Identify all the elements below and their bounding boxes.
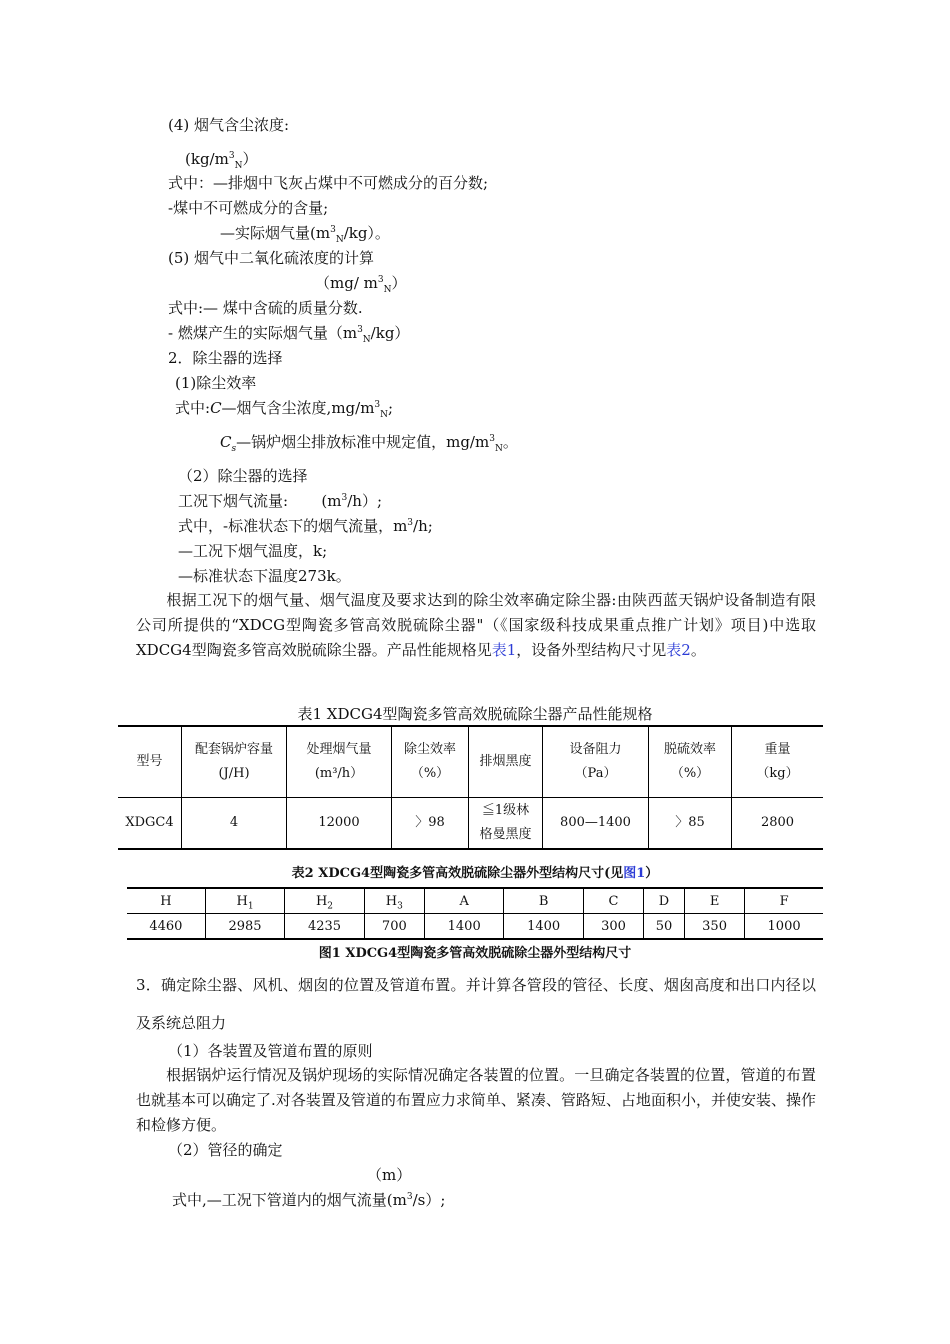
text-part: ; (388, 399, 394, 417)
table-cell: ≦1级林 格曼黑度 (469, 798, 543, 850)
text-line: 式中:— 煤中含硫的质量分数. (168, 299, 363, 317)
table-row (127, 914, 823, 940)
table-cell: 4235 (285, 914, 364, 940)
subscript: N (234, 161, 243, 171)
table-header-cell: 型号 (118, 726, 182, 798)
paragraph-text: 根据工况下的烟气量、烟气温度及要求达到的除尘效率确定除尘器:由陕西蓝天锅炉设备制造有限公司所提供的“XDCG型陶瓷多管高效脱硫除尘器"（《国家级科技成果重点推广计划》项目)中选取XDCG4型陶瓷多管高效脱硫除尘器。产品性能规格见 (136, 591, 816, 659)
superscript: 3 (228, 151, 235, 161)
table-1-link[interactable]: 表1 (491, 641, 517, 659)
text-part: 。 (502, 433, 518, 451)
subscript: N (494, 444, 503, 454)
table-header-cell: A (424, 888, 503, 914)
text-part: —锅炉烟尘排放标准中规定值，mg/m (236, 433, 490, 451)
table-header-cell: E (684, 888, 744, 914)
unit-line: （m） (367, 1166, 412, 1184)
text-line: (5) 烟气中二氧化硫浓度的计算 (168, 249, 375, 267)
text-part: /kg） (370, 324, 410, 342)
section-heading: （2）管径的确定 (168, 1141, 283, 1159)
table-cell: 12000 (287, 798, 392, 850)
superscript: 3 (407, 518, 414, 528)
table-cell: 800—1400 (543, 798, 649, 850)
table-cell: 1400 (504, 914, 583, 940)
unit-text: ） (242, 150, 258, 168)
text-part: 工况下烟气流量: (m (178, 492, 342, 510)
table-header-cell: D (644, 888, 685, 914)
table-cell: 1400 (424, 914, 503, 940)
text-part: 式中,—工况下管道内的烟气流量(m (172, 1191, 407, 1209)
text-line: —标准状态下温度273k。 (178, 567, 351, 585)
table-header-cell: 配套锅炉容量 (J/H) (182, 726, 287, 798)
unit-line (185, 149, 257, 169)
text-line: —工况下烟气温度，k; (178, 542, 328, 560)
table-cell: 1000 (745, 914, 823, 940)
table-cell: 4 (182, 798, 287, 850)
section-heading: （1）各装置及管道布置的原则 (168, 1042, 373, 1060)
text-line (178, 516, 433, 536)
table-header-cell: 除尘效率 （%） (392, 726, 469, 798)
text-part: 式中: (175, 399, 211, 417)
subscript: N (335, 235, 344, 245)
subscript: N (380, 410, 389, 420)
table-cell: 4460 (127, 914, 205, 940)
text-line (172, 1190, 445, 1210)
table-header-row (118, 726, 823, 798)
table-1 (118, 725, 823, 850)
text-line (220, 432, 518, 452)
text-part: /h）; (347, 492, 383, 510)
table-cell: 2985 (205, 914, 284, 940)
table-header-cell: C (583, 888, 643, 914)
table-header-cell: 重量 （kg） (732, 726, 824, 798)
paragraph-text: ，设备外型结构尺寸见 (516, 641, 667, 659)
table-2 (127, 887, 823, 940)
superscript: 3 (377, 275, 384, 285)
superscript: 3 (406, 1192, 413, 1202)
table-header-cell: 处理烟气量 (m³/h） (287, 726, 392, 798)
text-part: - 燃煤产生的实际烟气量（m (168, 324, 358, 342)
superscript: 3 (489, 434, 495, 444)
text-line: 式中：—排烟中飞灰占煤中不可燃成分的百分数; (168, 174, 489, 192)
superscript: 3 (330, 225, 336, 235)
table-header-cell: B (504, 888, 583, 914)
text-line: (4) 烟气含尘浓度: (168, 116, 290, 134)
paragraph (136, 588, 816, 663)
text-part: —烟气含尘浓度,mg/m (221, 399, 375, 417)
superscript: 3 (341, 493, 348, 503)
table-row (118, 798, 823, 850)
table-cell: 350 (684, 914, 744, 940)
subscript: s (231, 444, 237, 454)
table-header-cell: $H_2$ (285, 888, 364, 914)
text-line: （2）除尘器的选择 (178, 467, 308, 485)
unit-text: (kg/m (185, 150, 229, 168)
text-line: -煤中不可燃成分的含量; (168, 199, 329, 217)
text-part: /s）; (412, 1191, 446, 1209)
table-header-cell: $H_1$ (205, 888, 284, 914)
paragraph (136, 1063, 816, 1138)
text-line (178, 491, 382, 511)
table-cell: 700 (364, 914, 424, 940)
table-header-cell: 设备阻力 （Pa） (543, 726, 649, 798)
text-part: —实际烟气量(m (220, 224, 331, 242)
table-1-caption: 表1 XDCG4型陶瓷多管高效脱硫除尘器产品性能规格 (297, 705, 653, 723)
table-2-link[interactable]: 表2 (666, 641, 691, 659)
symbol: C (210, 399, 222, 417)
table-header-row (127, 888, 823, 914)
table-cell: XDGC4 (118, 798, 182, 850)
table-header-cell: 排烟黑度 (469, 726, 543, 798)
text-part: 式中，-标准状态下的烟气流量，m (178, 517, 408, 535)
table-cell: 〉85 (649, 798, 732, 850)
text-line: (1)除尘效率 (175, 374, 257, 392)
unit-text: （mg/ m (315, 274, 378, 292)
figure-1-link[interactable]: 图1 (623, 866, 646, 881)
text-part: /h; (413, 517, 433, 535)
text-line (220, 223, 390, 243)
figure-1-caption: 图1 XDCG4型陶瓷多管高效脱硫除尘器外型结构尺寸 (318, 946, 632, 961)
subscript: N (362, 335, 371, 345)
subscript: N (383, 285, 392, 295)
table-header-cell: $H_3$ (364, 888, 424, 914)
text-part: /kg）。 (343, 224, 390, 242)
table-cell: 50 (644, 914, 685, 940)
paragraph: 3．确定除尘器、风机、烟囱的位置及管道布置。并计算各管段的管径、长度、烟囱高度和出口内径以及系统总阻力 (136, 976, 816, 1032)
section-heading: 2．除尘器的选择 (168, 349, 283, 367)
superscript: 3 (374, 400, 381, 410)
table-cell: 300 (583, 914, 643, 940)
symbol: C (220, 433, 232, 451)
text-line (168, 323, 409, 343)
table-header-cell: F (745, 888, 823, 914)
text-line (175, 398, 393, 418)
table-cell: 〉98 (392, 798, 469, 850)
table-cell: 2800 (760, 815, 795, 830)
table-2-caption: 表2 XDCG4型陶瓷多管高效脱硫除尘器外型结构尺寸(见图1） (291, 866, 659, 881)
table-header-cell: 脱硫效率 （%） (649, 726, 732, 798)
superscript: 3 (357, 325, 363, 335)
unit-line (315, 273, 407, 293)
paragraph-text: 根据锅炉运行情况及锅炉现场的实际情况确定各装置的位置。一旦确定各装置的位置，管道的布置也就基本可以确定了.对各装置及管道的布置应力求简单、紧凑、管路短、占地面积小，并使安装、操作和检修方便。 (136, 1066, 816, 1134)
table-header-cell: H (127, 888, 205, 914)
paragraph-text: 。 (690, 641, 706, 659)
unit-text: ） (391, 274, 407, 292)
